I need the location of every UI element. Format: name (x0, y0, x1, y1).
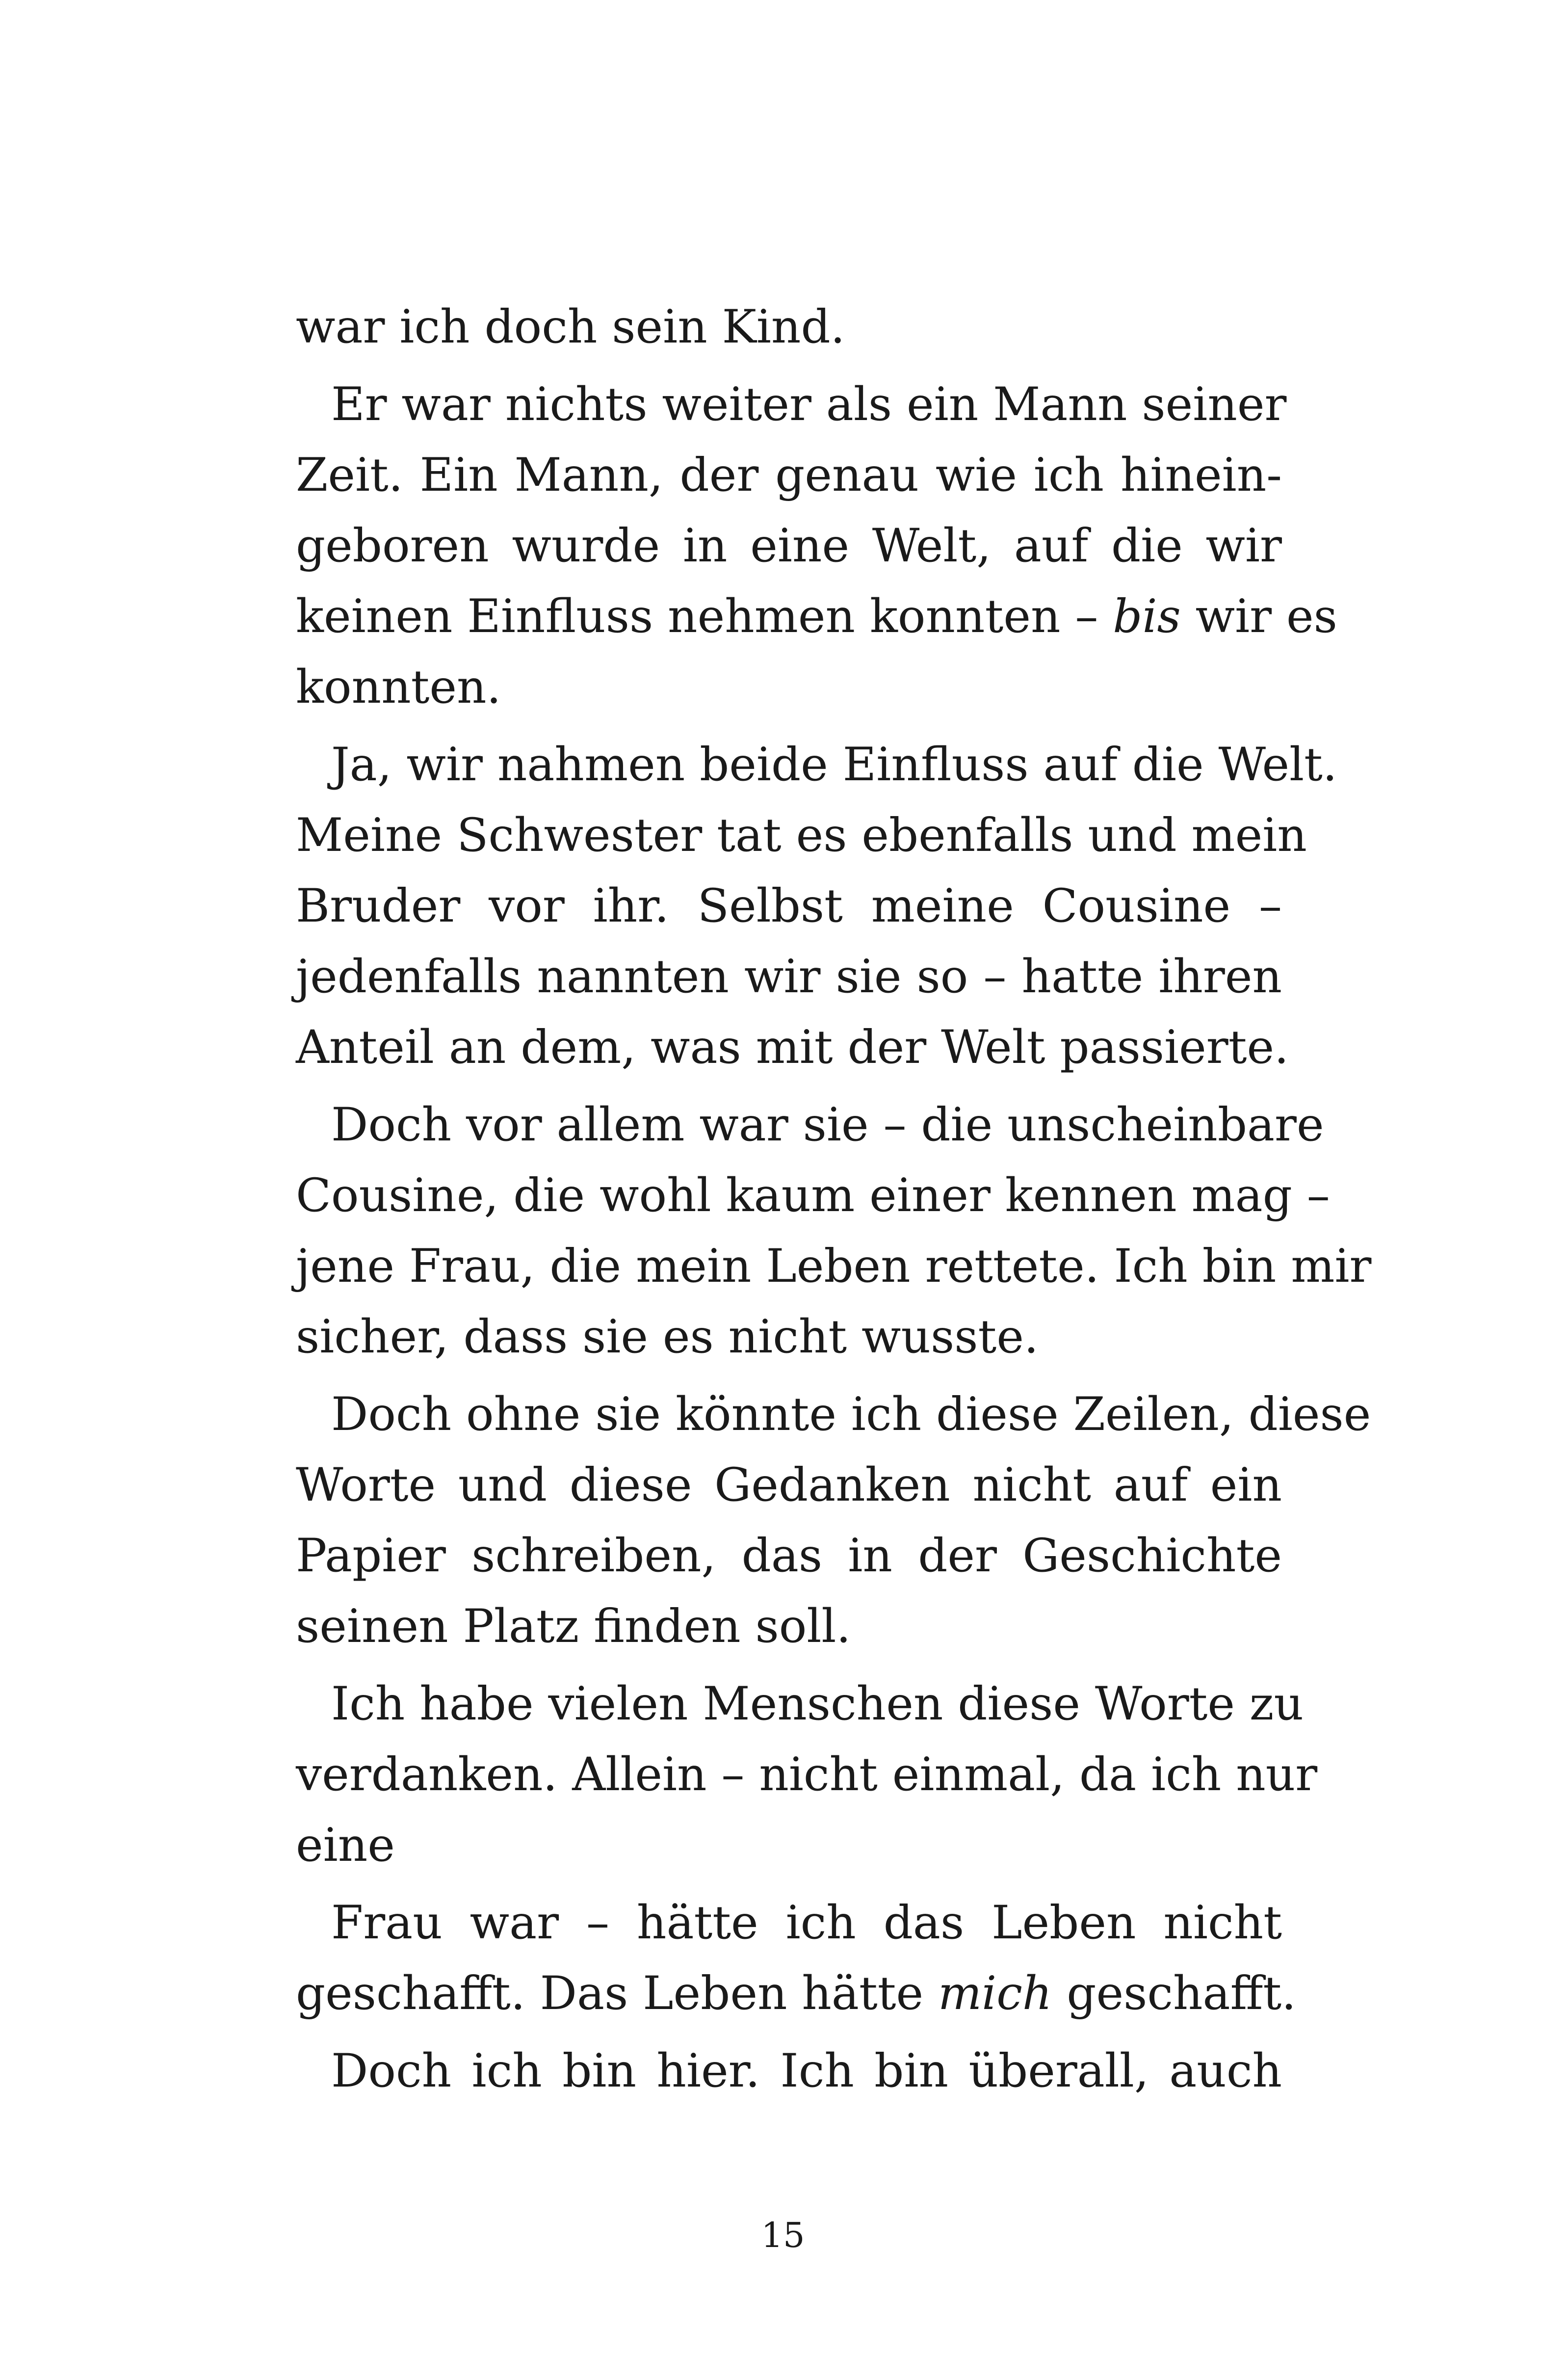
text-line: sicher, dass sie es nicht wusste. (296, 1310, 1039, 1364)
text-line: Doch ich bin hier. Ich bin überall, auch (331, 2044, 1282, 2098)
text-line: geboren wurde in eine Welt, auf die wir (296, 519, 1282, 573)
text-span: keinen Einfluss nehmen konnten – (296, 590, 1113, 643)
text-line: Anteil an dem, was mit der Welt passierte. (296, 1021, 1289, 1074)
paragraph (296, 730, 1337, 1083)
paragraph (296, 2036, 1282, 2107)
text-line: Worte und diese Gedanken nicht auf ein (296, 1458, 1282, 1512)
paragraph (296, 370, 1337, 723)
text-line: Doch ohne sie könnte ich diese Zeilen, diese (331, 1388, 1371, 1441)
text-span: geschafft. (1052, 1967, 1297, 2020)
paragraph (296, 1888, 1297, 2029)
text-line: seinen Platz finden soll. (296, 1600, 851, 1653)
text-line: Ich habe vielen Menschen diese Worte zu (331, 1677, 1304, 1731)
text-line: Papier schreiben, das in der Geschichte (296, 1529, 1282, 1583)
text-line: Doch vor allem war sie – die unscheinbare (331, 1098, 1324, 1152)
text-line: jedenfalls nannten wir sie so – hatte ihren (296, 950, 1282, 1004)
paragraph (296, 1669, 1318, 1881)
paragraph (296, 1090, 1372, 1373)
text-line: war ich doch sein Kind. (296, 300, 845, 354)
paragraph (296, 1379, 1371, 1662)
text-line: Er war nichts weiter als ein Mann seiner (331, 378, 1287, 431)
body-text (296, 292, 1372, 2107)
text-span: wir es (1180, 590, 1337, 643)
text-line: Ja, wir nahmen beide Einfluss auf die Welt. (331, 738, 1337, 792)
text-span: geschafft. Das Leben hätte (296, 1967, 939, 2020)
text-line: konnten. (296, 661, 501, 714)
text-line: Bruder vor ihr. Selbst meine Cousine – (296, 879, 1282, 933)
text-line (296, 582, 1337, 652)
text-line: eine (296, 1819, 395, 1872)
text-line: Meine Schwester tat es ebenfalls und mein (296, 809, 1307, 862)
text-line: Cousine, die wohl kaum einer kennen mag – (296, 1169, 1330, 1222)
page-number: 15 (761, 2215, 805, 2255)
italic-span: mich (938, 1967, 1052, 2020)
text-line: Frau war – hätte ich das Leben nicht (331, 1896, 1282, 1950)
text-line: Zeit. Ein Mann, der genau wie ich hinein- (296, 449, 1282, 502)
italic-span: bis (1113, 590, 1181, 643)
text-line: verdanken. Allein – nicht einmal, da ich nur (296, 1748, 1318, 1801)
paragraph (296, 292, 1282, 363)
text-line (296, 1958, 1297, 2029)
text-line: jene Frau, die mein Leben rettete. Ich bin mir (296, 1240, 1372, 1293)
